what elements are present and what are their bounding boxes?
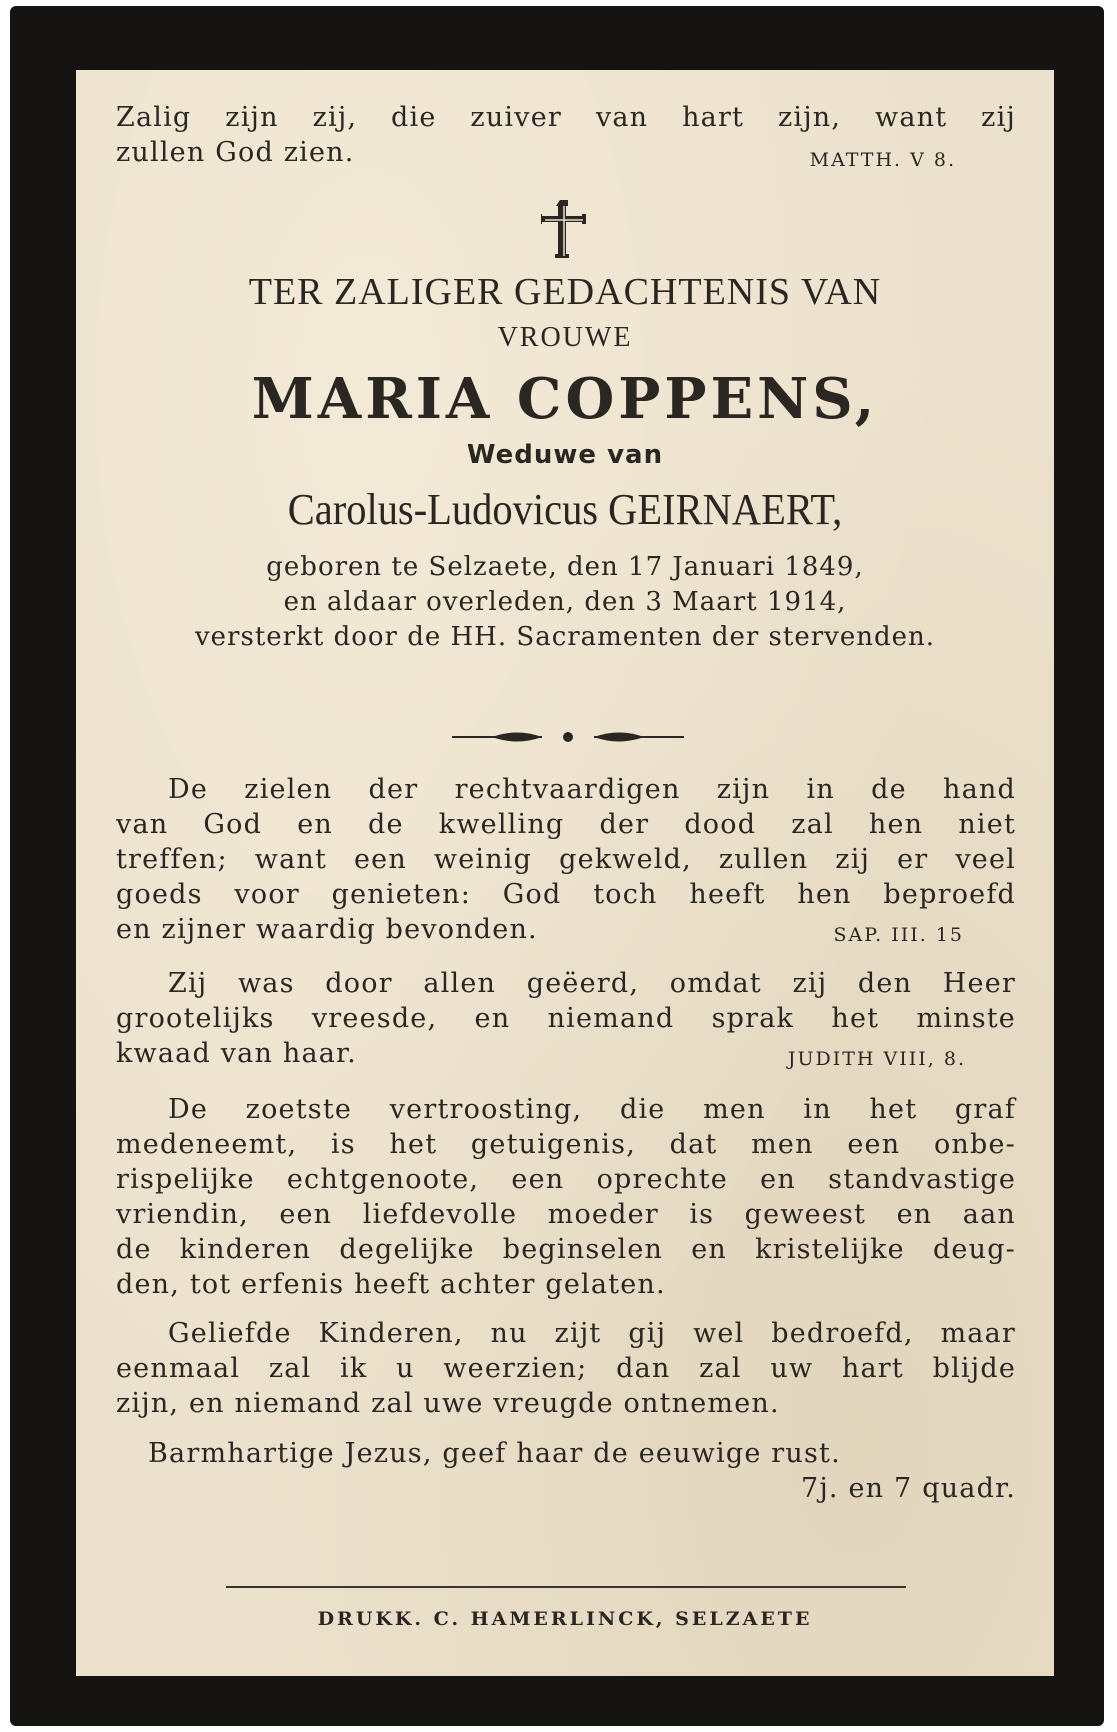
death-line: en aldaar overleden, den 3 Maart 1914, bbox=[283, 587, 847, 617]
verse3-line-5: de kinderen degelijke beginselen en kristelijke deug- bbox=[116, 1234, 1016, 1265]
husband-name: Carolus-Ludovicus GEIRNAERT, bbox=[287, 485, 843, 534]
sacraments-line: versterkt door de HH. Sacramenten der stervenden. bbox=[194, 622, 936, 652]
epigraph-line-1: Zalig zijn zij, die zuiver van hart zijn, want zij bbox=[116, 102, 1016, 133]
deceased-name: MARIA COPPENS, bbox=[251, 366, 879, 432]
verse3-last-text: den, tot erfenis heeft achter gelaten. bbox=[116, 1269, 666, 1300]
verse1-line-2: van God en de kwelling der dood zal hen niet bbox=[116, 809, 1016, 840]
epigraph bbox=[116, 100, 1016, 170]
verse2-reference: JUDITH VIII, 8. bbox=[787, 1048, 966, 1070]
verse2-last-text: kwaad van haar. bbox=[116, 1038, 357, 1069]
prayer-text: Barmhartige Jezus, geef haar de eeuwige rust. bbox=[148, 1438, 841, 1469]
verse3-line-1: De zoetste vertroosting, die men in het graf bbox=[168, 1094, 1016, 1125]
verse3-line-6 bbox=[116, 1267, 1016, 1302]
verse1-line-5 bbox=[116, 912, 1016, 947]
verse4-last-text: zijn, en niemand zal uwe vreugde ontnemen. bbox=[116, 1388, 780, 1419]
epigraph-reference: MATTH. V 8. bbox=[809, 149, 956, 171]
verse1-line-1: De zielen der rechtvaardigen zijn in de hand bbox=[168, 774, 1016, 805]
verse-consolation bbox=[116, 1092, 1016, 1302]
verse4-line-2: eenmaal zal ik u weerzien; dan zal uw hart blijde bbox=[116, 1353, 1016, 1384]
printer-imprint: DRUKK. C. HAMERLINCK, SELZAETE bbox=[317, 1608, 813, 1630]
verse3-line-2: medeneemt, is het getuigenis, dat men een onbe- bbox=[116, 1129, 1016, 1160]
verse3-line-4: vriendin, een liefdevolle moeder is geweest en aan bbox=[116, 1199, 1016, 1230]
verse1-line-3: treffen; want een weinig gekweld, zullen zij er veel bbox=[116, 844, 1016, 875]
indulgence-line bbox=[116, 1471, 1016, 1506]
title-vrouwe: VROUWE bbox=[497, 322, 633, 353]
verse-children bbox=[116, 1316, 1016, 1421]
verse1-last-text: en zijner waardig bevonden. bbox=[116, 914, 538, 945]
verse2-line-3 bbox=[116, 1036, 1016, 1071]
verse-judith bbox=[116, 966, 1016, 1071]
ornament-divider-icon bbox=[452, 726, 684, 748]
memorial-card-border bbox=[10, 6, 1104, 1726]
verse2-line-1: Zij was door allen geëerd, omdat zij den Heer bbox=[168, 968, 1016, 999]
epigraph-line-2 bbox=[116, 135, 1016, 170]
prayer bbox=[116, 1436, 1016, 1506]
verse1-reference: SAP. III. 15 bbox=[833, 924, 964, 946]
cross-icon bbox=[541, 198, 587, 264]
verse1-line-4: goeds voor genieten: God toch heeft hen beproefd bbox=[116, 879, 1016, 910]
birth-line: geboren te Selzaete, den 17 Januari 1849, bbox=[266, 552, 864, 582]
epigraph-text: zullen God zien. bbox=[116, 137, 355, 168]
life-details bbox=[76, 550, 1054, 655]
verse-sapientia bbox=[116, 772, 1016, 947]
prayer-line bbox=[116, 1436, 1016, 1471]
verse4-line-1: Geliefde Kinderen, nu zijt gij wel bedroefd, maar bbox=[168, 1318, 1016, 1349]
memorial-heading: TER ZALIGER GEDACHTENIS VAN bbox=[248, 271, 882, 313]
printer-divider bbox=[226, 1586, 906, 1588]
verse3-line-3: rispelijke echtgenoote, een oprechte en standvastige bbox=[116, 1164, 1016, 1195]
verse4-line-3 bbox=[116, 1386, 1016, 1421]
indulgence-text: 7j. en 7 quadr. bbox=[800, 1473, 1016, 1504]
memorial-card-paper bbox=[76, 70, 1054, 1676]
verse2-line-2: grootelijks vreesde, en niemand sprak het minste bbox=[116, 1003, 1016, 1034]
relation-label: Weduwe van bbox=[466, 440, 664, 470]
